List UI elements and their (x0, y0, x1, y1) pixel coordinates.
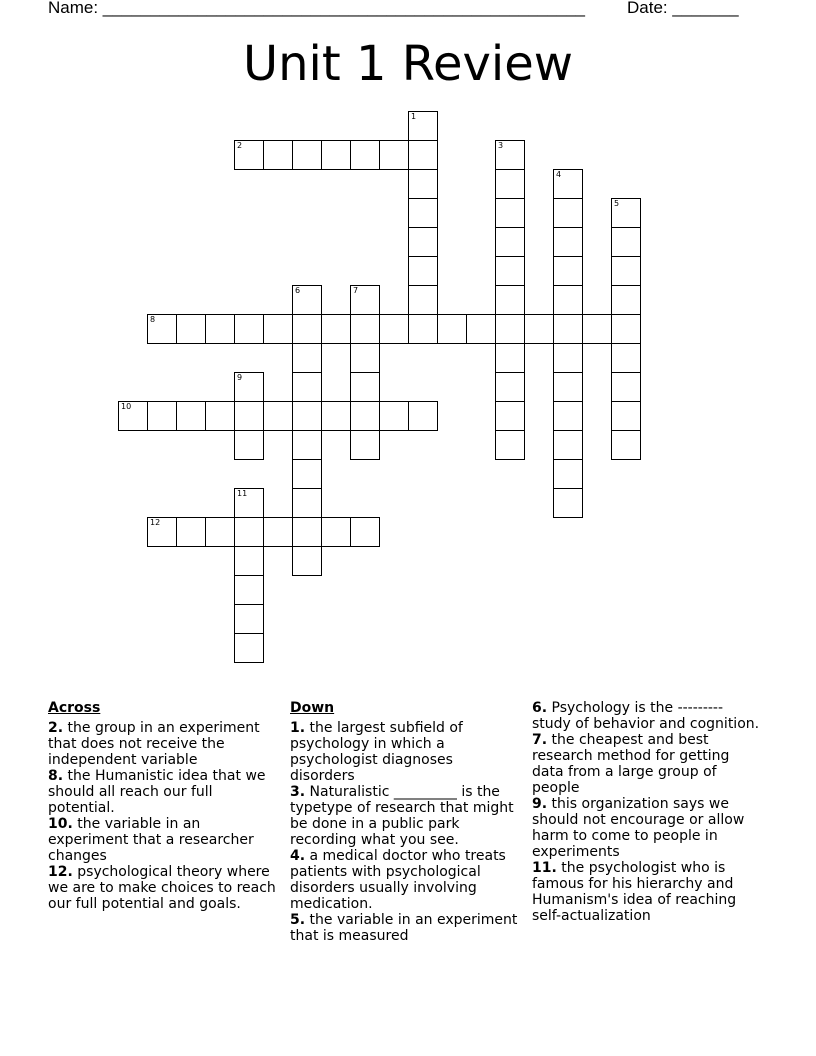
crossword-cell[interactable] (234, 546, 264, 576)
clue-number: 3. (290, 784, 306, 800)
clue-item (48, 864, 276, 912)
clue-text: the Humanistic idea that we should all reach our full potential. (48, 768, 266, 816)
cell-number: 2 (237, 141, 243, 150)
crossword-cell[interactable] (234, 575, 264, 605)
cell-number: 11 (237, 489, 248, 498)
crossword-cell[interactable] (553, 401, 583, 431)
crossword-cell[interactable] (263, 517, 293, 547)
clue-item (48, 768, 276, 816)
crossword-cell[interactable] (292, 488, 322, 518)
crossword-cell[interactable] (553, 169, 583, 199)
clue-number: 8. (48, 768, 64, 784)
clue-number: 7. (532, 732, 548, 748)
clue-number: 2. (48, 720, 64, 736)
crossword-cell[interactable] (234, 430, 264, 460)
down-heading: Down (290, 700, 335, 716)
crossword-cell[interactable] (408, 111, 438, 141)
crossword-cell[interactable] (350, 140, 380, 170)
crossword-cell[interactable] (611, 198, 641, 228)
crossword-cell[interactable] (408, 401, 438, 431)
crossword-cell[interactable] (292, 459, 322, 489)
crossword-cell[interactable] (611, 285, 641, 315)
clue-item (290, 784, 518, 848)
crossword-cell[interactable] (205, 401, 235, 431)
crossword-cell[interactable] (553, 256, 583, 286)
crossword-cell[interactable] (553, 343, 583, 373)
crossword-cell[interactable] (611, 314, 641, 344)
crossword-cell[interactable] (379, 314, 409, 344)
crossword-cell[interactable] (292, 546, 322, 576)
crossword-cell[interactable] (292, 314, 322, 344)
crossword-cell[interactable] (234, 517, 264, 547)
crossword-cell[interactable] (118, 401, 148, 431)
crossword-cell[interactable] (611, 227, 641, 257)
crossword-cell[interactable] (611, 430, 641, 460)
crossword-cell[interactable] (176, 314, 206, 344)
crossword-cell[interactable] (408, 256, 438, 286)
crossword-cell[interactable] (582, 314, 612, 344)
crossword-cell[interactable] (350, 401, 380, 431)
crossword-cell[interactable] (292, 517, 322, 547)
clue-item (532, 860, 760, 924)
crossword-cell[interactable] (321, 140, 351, 170)
crossword-cell[interactable] (611, 256, 641, 286)
crossword-cell[interactable] (495, 372, 525, 402)
clue-text: Psychology is the --------- study of behavior and cognition. (532, 700, 760, 732)
crossword-cell[interactable] (495, 430, 525, 460)
cell-number: 4 (556, 170, 562, 179)
crossword-cell[interactable] (350, 343, 380, 373)
down-clue-list-continued (532, 700, 760, 924)
page-title: Unit 1 Review (242, 36, 574, 92)
crossword-cell[interactable] (553, 198, 583, 228)
clue-number: 9. (532, 796, 548, 812)
cell-number: 5 (614, 199, 620, 208)
crossword-cell[interactable] (234, 314, 264, 344)
clue-item (48, 816, 276, 864)
crossword-cell[interactable] (350, 285, 380, 315)
crossword-cell[interactable] (553, 285, 583, 315)
crossword-cell[interactable] (553, 314, 583, 344)
clue-text: the psychologist who is famous for his hierarchy and Humanism's idea of reaching self-actualization (532, 860, 737, 924)
crossword-cell[interactable] (234, 140, 264, 170)
clue-item (532, 796, 760, 860)
clue-number: 1. (290, 720, 306, 736)
crossword-cell[interactable] (263, 140, 293, 170)
crossword-cell[interactable] (321, 401, 351, 431)
crossword-cell[interactable] (408, 227, 438, 257)
crossword-cell[interactable] (147, 517, 177, 547)
clue-item (532, 700, 760, 732)
crossword-cell[interactable] (495, 227, 525, 257)
clue-text: a medical doctor who treats patients with psychological disorders usually involving medication. (290, 848, 506, 912)
cell-number: 12 (150, 518, 161, 527)
cell-number: 8 (150, 315, 156, 324)
crossword-cell[interactable] (408, 169, 438, 199)
crossword-cell[interactable] (495, 343, 525, 373)
crossword-cell[interactable] (292, 140, 322, 170)
down-clues (290, 700, 518, 944)
crossword-cell[interactable] (437, 314, 467, 344)
crossword-cell[interactable] (495, 169, 525, 199)
cell-number: 10 (121, 402, 132, 411)
crossword-cell[interactable] (176, 517, 206, 547)
crossword-cell[interactable] (234, 633, 264, 663)
crossword-cell[interactable] (495, 314, 525, 344)
clue-number: 5. (290, 912, 306, 928)
crossword-cell[interactable] (147, 314, 177, 344)
crossword-cell[interactable] (379, 401, 409, 431)
crossword-cell[interactable] (234, 401, 264, 431)
crossword-cell[interactable] (292, 401, 322, 431)
crossword-cell[interactable] (466, 314, 496, 344)
crossword-cell[interactable] (350, 372, 380, 402)
down-clue-list (290, 720, 518, 944)
crossword-cell[interactable] (263, 314, 293, 344)
clue-number: 11. (532, 860, 557, 876)
crossword-cell[interactable] (553, 227, 583, 257)
cell-number: 3 (498, 141, 504, 150)
clue-item (290, 720, 518, 784)
cell-number: 1 (411, 112, 417, 121)
crossword-cell[interactable] (234, 488, 264, 518)
crossword-cell[interactable] (292, 372, 322, 402)
crossword-cell[interactable] (611, 401, 641, 431)
crossword-cell[interactable] (611, 343, 641, 373)
cell-number: 7 (353, 286, 359, 295)
crossword-cell[interactable] (350, 430, 380, 460)
crossword-cell[interactable] (379, 140, 409, 170)
name-field-label: Name: ___________________________________________________ (48, 0, 585, 17)
crossword-cell[interactable] (234, 372, 264, 402)
crossword-cell[interactable] (292, 285, 322, 315)
clue-text: the variable in an experiment that is measured (290, 912, 518, 944)
crossword-cell[interactable] (408, 314, 438, 344)
across-heading: Across (48, 700, 101, 716)
clue-text: the variable in an experiment that a researcher changes (48, 816, 254, 864)
clue-number: 6. (532, 700, 548, 716)
crossword-cell[interactable] (292, 430, 322, 460)
crossword-cell[interactable] (495, 198, 525, 228)
crossword-cell[interactable] (553, 430, 583, 460)
clue-text: psychological theory where we are to make choices to reach our full potential and goals. (48, 864, 276, 912)
clue-text: Naturalistic _________ is the typetype of research that might be done in a public park recording what you see. (290, 784, 514, 848)
crossword-cell[interactable] (408, 285, 438, 315)
crossword-cell[interactable] (350, 517, 380, 547)
clue-number: 12. (48, 864, 73, 880)
clue-item (290, 912, 518, 944)
crossword-cell[interactable] (263, 401, 293, 431)
down-clues-continued (532, 700, 760, 924)
crossword-cell[interactable] (234, 604, 264, 634)
crossword-cell[interactable] (553, 488, 583, 518)
crossword-cell[interactable] (205, 314, 235, 344)
crossword-cell[interactable] (321, 314, 351, 344)
crossword-cell[interactable] (524, 314, 554, 344)
clue-text: the group in an experiment that does not receive the independent variable (48, 720, 260, 768)
clue-item (532, 732, 760, 796)
crossword-cell[interactable] (321, 517, 351, 547)
cell-number: 6 (295, 286, 301, 295)
date-field-label: Date: _______ (627, 0, 739, 17)
clue-number: 4. (290, 848, 306, 864)
crossword-cell[interactable] (205, 517, 235, 547)
cell-number: 9 (237, 373, 243, 382)
clue-item (48, 720, 276, 768)
crossword-cell[interactable] (495, 140, 525, 170)
crossword-cell[interactable] (408, 140, 438, 170)
crossword-cell[interactable] (553, 459, 583, 489)
crossword-cell[interactable] (292, 343, 322, 373)
crossword-cell[interactable] (495, 401, 525, 431)
crossword-cell[interactable] (176, 401, 206, 431)
crossword-cell[interactable] (495, 256, 525, 286)
crossword-cell[interactable] (495, 285, 525, 315)
across-clue-list (48, 720, 276, 912)
crossword-cell[interactable] (408, 198, 438, 228)
crossword-cell[interactable] (147, 401, 177, 431)
clue-number: 10. (48, 816, 73, 832)
crossword-cell[interactable] (553, 372, 583, 402)
clue-text: the largest subfield of psychology in which a psychologist diagnoses disorders (290, 720, 463, 784)
across-clues (48, 700, 276, 912)
crossword-cell[interactable] (350, 314, 380, 344)
clue-text: this organization says we should not encourage or allow harm to come to people in experiments (532, 796, 745, 860)
clue-item (290, 848, 518, 912)
crossword-cell[interactable] (611, 372, 641, 402)
clue-text: the cheapest and best research method for getting data from a large group of people (532, 732, 730, 796)
